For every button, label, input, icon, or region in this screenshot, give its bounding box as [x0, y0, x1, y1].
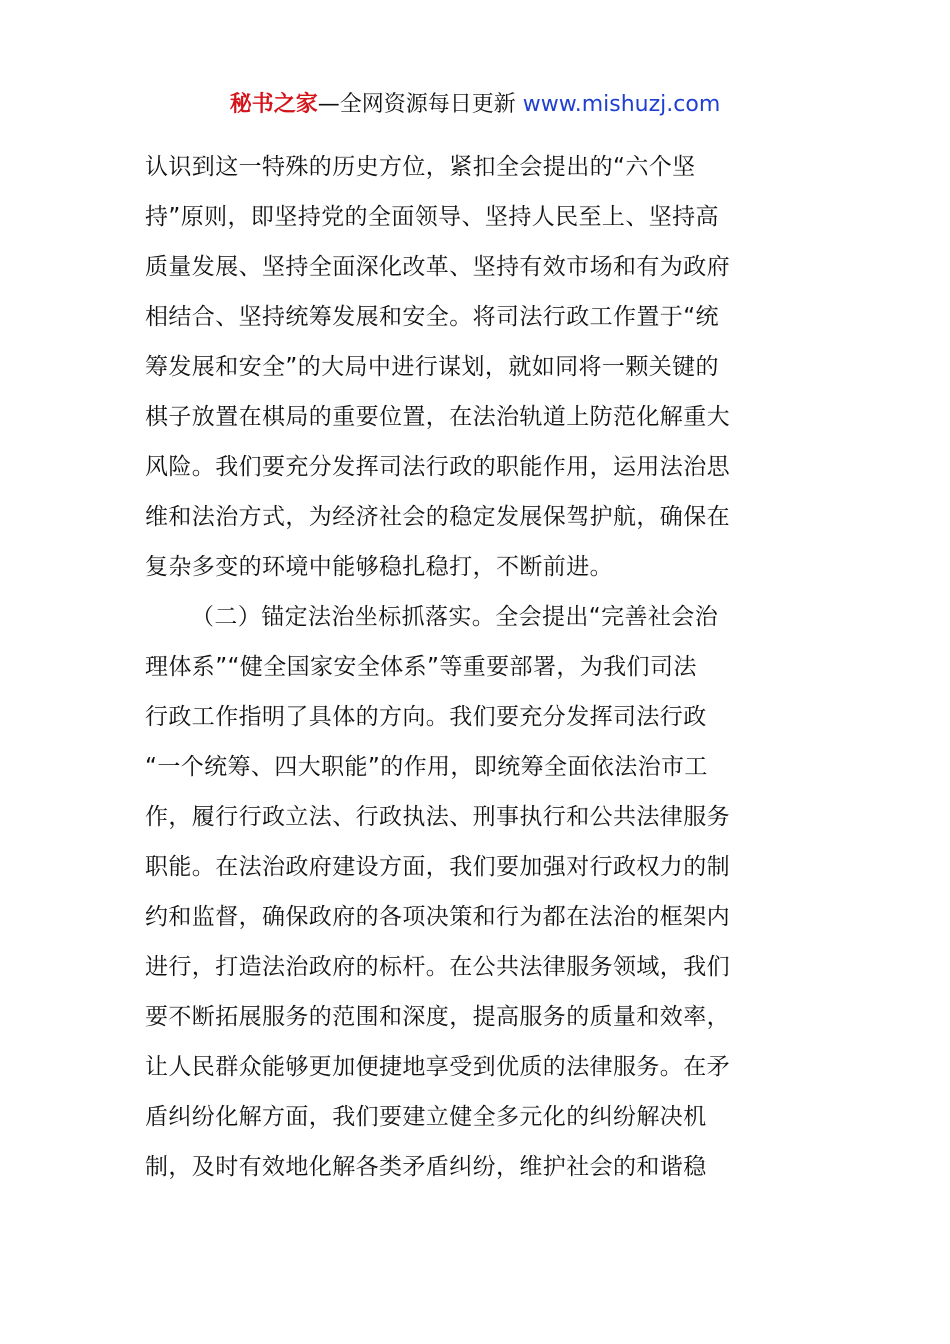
page-header	[0, 88, 950, 122]
text-line: 持”原则，即坚持党的全面领导、坚持人民至上、坚持高	[145, 204, 719, 230]
text-line: “一个统筹、四大职能”的作用，即统筹全面依法治市工	[145, 754, 708, 780]
text-line: 约和监督，确保政府的各项决策和行为都在法治的框架内	[145, 904, 730, 930]
header-tagline: —全网资源每日更新	[317, 92, 523, 117]
text-line: 认识到这一特殊的历史方位，紧扣全会提出的“六个坚	[145, 154, 696, 180]
body-text	[145, 142, 807, 1192]
text-line: 行政工作指明了具体的方向。我们要充分发挥司法行政	[145, 704, 707, 730]
text-line: 理体系”“健全国家安全体系”等重要部署，为我们司法	[145, 654, 697, 680]
text-line: 职能。在法治政府建设方面，我们要加强对行政权力的制	[145, 854, 730, 880]
text-line: 筹发展和安全”的大局中进行谋划，就如同将一颗关键的	[145, 354, 719, 380]
text-line: 棋子放置在棋局的重要位置，在法治轨道上防范化解重大	[145, 404, 730, 430]
text-line: 要不断拓展服务的范围和深度，提高服务的质量和效率，	[145, 1004, 730, 1030]
text-line: 制，及时有效地化解各类矛盾纠纷，维护社会的和谐稳	[145, 1154, 707, 1180]
site-url-link[interactable]: www.mishuzj.com	[522, 92, 721, 117]
text-line: 作，履行行政立法、行政执法、刑事执行和公共法律服务	[145, 804, 730, 830]
text-line: 进行，打造法治政府的标杆。在公共法律服务领域，我们	[145, 954, 730, 980]
text-line: 让人民群众能够更加便捷地享受到优质的法律服务。在矛	[145, 1054, 730, 1080]
brand-name: 秘书之家	[229, 92, 318, 117]
text-line: 复杂多变的环境中能够稳扎稳打，不断前进。	[145, 554, 613, 580]
text-line: 风险。我们要充分发挥司法行政的职能作用，运用法治思	[145, 454, 730, 480]
text-line: 质量发展、坚持全面深化改革、坚持有效市场和有为政府	[145, 254, 730, 280]
text-line: 维和法治方式，为经济社会的稳定发展保驾护航，确保在	[145, 504, 730, 530]
text-line: 盾纠纷化解方面，我们要建立健全多元化的纠纷解决机	[145, 1104, 707, 1130]
text-line: 相结合、坚持统筹发展和安全。将司法行政工作置于“统	[145, 304, 719, 330]
section-heading-line: （二）锚定法治坐标抓落实。全会提出“完善社会治	[191, 604, 719, 630]
